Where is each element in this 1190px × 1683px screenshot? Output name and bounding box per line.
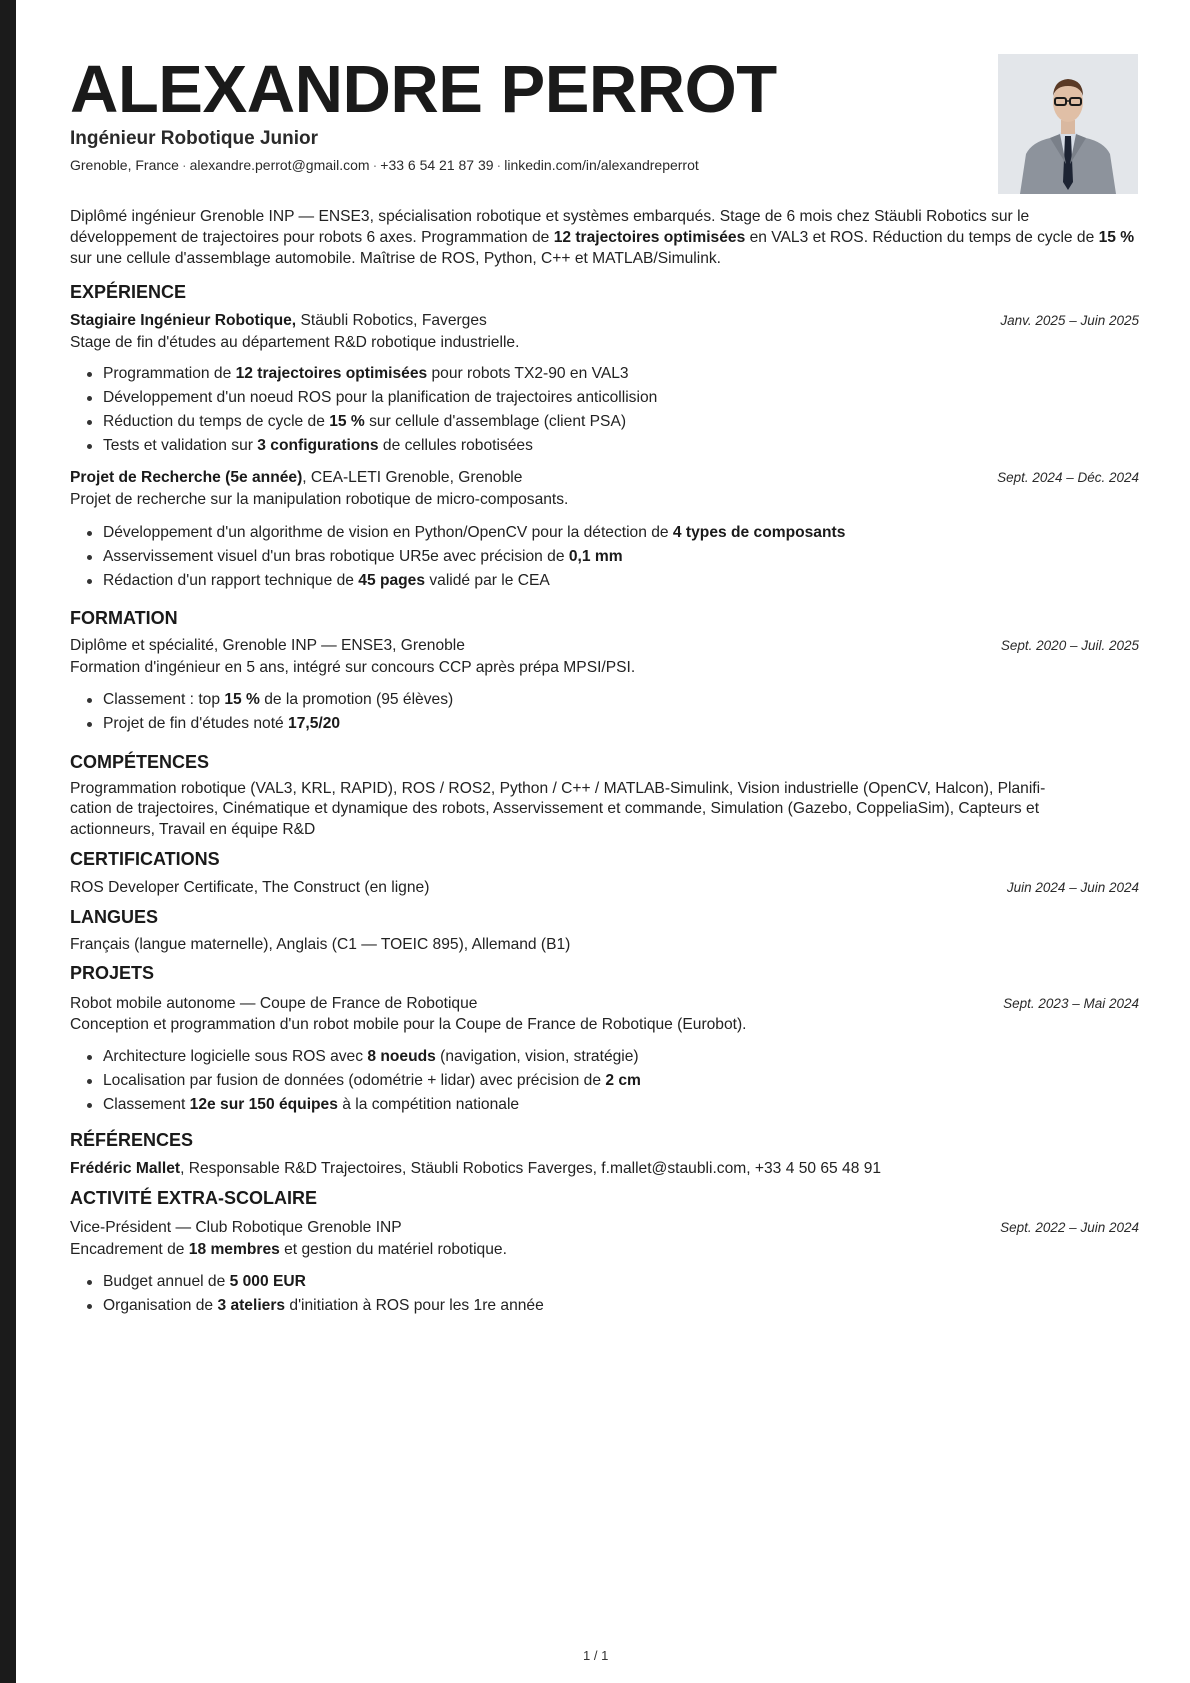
bullet-item: Projet de fin d'études noté 17,5/20	[103, 714, 453, 738]
profile-photo	[998, 54, 1138, 194]
bullet-item: Localisation par fusion de données (odométrie + lidar) avec précision de 2 cm	[103, 1071, 641, 1095]
education-description: Formation d'ingénieur en 5 ans, intégré sur concours CCP après prépa MPSI/PSI.	[70, 659, 636, 676]
experience-bullets	[103, 364, 657, 460]
project-description: Conception et programmation d'un robot mobile pour la Coupe de France de Robotique (Eurobot).	[70, 1016, 747, 1033]
experience-description: Projet de recherche sur la manipulation robotique de micro-composants.	[70, 491, 569, 508]
separator: ·	[181, 157, 187, 173]
experience-bullets	[103, 523, 845, 595]
education-heading: Diplôme et spécialité, Grenoble INP — ENSE3, Grenoble	[70, 637, 465, 654]
experience-date: Janv. 2025 – Juin 2025	[1000, 313, 1139, 328]
summary-highlight: 12 trajectoires optimisées	[553, 229, 746, 246]
contact-linkedin[interactable]: linkedin.com/in/alexandreperrot	[504, 157, 699, 173]
section-title-skills: COMPÉTENCES	[70, 752, 210, 772]
bullet-item: Développement d'un noeud ROS pour la planification de trajectoires anticollision	[103, 388, 657, 412]
contact-email[interactable]: alexandre.perrot@gmail.com	[189, 157, 370, 173]
certification-date: Juin 2024 – Juin 2024	[1006, 880, 1139, 895]
contact-line	[70, 157, 699, 173]
section-title-languages: LANGUES	[70, 907, 159, 927]
experience-role: Stagiaire Ingénieur Robotique,	[70, 312, 297, 329]
bullet-item: Classement : top 15 % de la promotion (95 élèves)	[103, 690, 453, 714]
section-title-education: FORMATION	[70, 608, 178, 628]
bullet-item: Développement d'un algorithme de vision en Python/OpenCV pour la détection de 4 types de composants	[103, 523, 845, 547]
project-heading: Robot mobile autonome — Coupe de France de Robotique	[70, 995, 478, 1012]
experience-description: Stage de fin d'études au département R&D robotique industrielle.	[70, 334, 520, 351]
contact-location: Grenoble, France	[70, 157, 179, 173]
section-title-projects: PROJETS	[70, 963, 155, 983]
summary-text: en VAL3 et ROS. Réduction du temps de cycle de	[745, 229, 1099, 246]
skills-line: cation de trajectoires, Cinématique et dynamique des robots, Asservissement et commande, Simulation (Gazebo, CoppeliaSim), Capteurs et	[70, 800, 1040, 817]
experience-org: Stäubli Robotics, Faverges	[296, 312, 487, 329]
experience-date: Sept. 2024 – Déc. 2024	[997, 470, 1139, 485]
reference-details: , Responsable R&D Trajectoires, Stäubli Robotics Faverges, f.mallet@staubli.com, +33 4 50 65 48 91	[180, 1160, 882, 1177]
education-date: Sept. 2020 – Juil. 2025	[1000, 638, 1139, 653]
bullet-item: Organisation de 3 ateliers d'initiation à ROS pour les 1re année	[103, 1296, 544, 1320]
summary-text: sur une cellule d'assemblage automobile. Maîtrise de ROS, Python, C++ et MATLAB/Simulink.	[70, 250, 722, 267]
certification-text: ROS Developer Certificate, The Construct (en ligne)	[70, 879, 430, 896]
viewer-left-edge	[0, 0, 16, 1683]
extracurricular-heading: Vice-Président — Club Robotique Grenoble INP	[70, 1219, 402, 1236]
bullet-item: Classement 12e sur 150 équipes à la compétition nationale	[103, 1095, 641, 1119]
bullet-item: Réduction du temps de cycle de 15 % sur cellule d'assemblage (client PSA)	[103, 412, 657, 436]
experience-org: , CEA-LETI Grenoble, Grenoble	[302, 469, 523, 486]
portrait-image	[998, 54, 1138, 194]
experience-entry-heading	[70, 312, 487, 330]
section-title-experience: EXPÉRIENCE	[70, 282, 187, 302]
bullet-item: Programmation de 12 trajectoires optimisées pour robots TX2-90 en VAL3	[103, 364, 657, 388]
extracurricular-description: Encadrement de 18 membres et gestion du matériel robotique.	[70, 1241, 507, 1258]
bullet-item: Rédaction d'un rapport technique de 45 pages validé par le CEA	[103, 571, 845, 595]
project-date: Sept. 2023 – Mai 2024	[1003, 996, 1139, 1011]
section-title-references: RÉFÉRENCES	[70, 1130, 194, 1150]
summary-text: Diplômé ingénieur Grenoble INP — ENSE3, spécialisation robotique et systèmes embarqués. Stage de 6 mois chez Stäubli Robotics sur le développement de trajectoires pour robots 6 axes. Programmation de	[70, 208, 1030, 246]
bullet-item: Tests et validation sur 3 configurations de cellules robotisées	[103, 436, 657, 460]
experience-role: Projet de Recherche (5e année)	[70, 469, 303, 486]
bullet-item: Budget annuel de 5 000 EUR	[103, 1272, 544, 1296]
bullet-item: Asservissement visuel d'un bras robotique UR5e avec précision de 0,1 mm	[103, 547, 845, 571]
section-title-certifications: CERTIFICATIONS	[70, 849, 220, 869]
separator: ·	[496, 157, 502, 173]
extracurricular-bullets	[103, 1272, 544, 1320]
reference-line	[70, 1160, 881, 1178]
job-title: Ingénieur Robotique Junior	[70, 128, 319, 149]
experience-entry-heading	[70, 469, 522, 487]
reference-name: Frédéric Mallet	[70, 1160, 181, 1177]
bullet-item: Architecture logicielle sous ROS avec 8 noeuds (navigation, vision, stratégie)	[103, 1047, 641, 1071]
summary-paragraph	[70, 206, 1140, 269]
skills-line: actionneurs, Travail en équipe R&D	[70, 821, 316, 838]
education-bullets	[103, 690, 453, 738]
languages-text: Français (langue maternelle), Anglais (C1 — TOEIC 895), Allemand (B1)	[70, 936, 571, 953]
section-title-extracurricular: ACTIVITÉ EXTRA-SCOLAIRE	[70, 1188, 318, 1208]
project-bullets	[103, 1047, 641, 1119]
skills-line: Programmation robotique (VAL3, KRL, RAPID), ROS / ROS2, Python / C++ / MATLAB-Simulink, Vision industrielle (OpenCV, Halcon), Planifi-	[70, 780, 1046, 797]
separator: ·	[372, 157, 378, 173]
page-indicator: 1 / 1	[583, 1648, 609, 1663]
candidate-name: ALEXANDRE PERROT	[70, 52, 777, 127]
summary-highlight: 15 %	[1098, 229, 1135, 246]
extracurricular-date: Sept. 2022 – Juin 2024	[1000, 1220, 1139, 1235]
contact-phone: +33 6 54 21 87 39	[380, 157, 494, 173]
